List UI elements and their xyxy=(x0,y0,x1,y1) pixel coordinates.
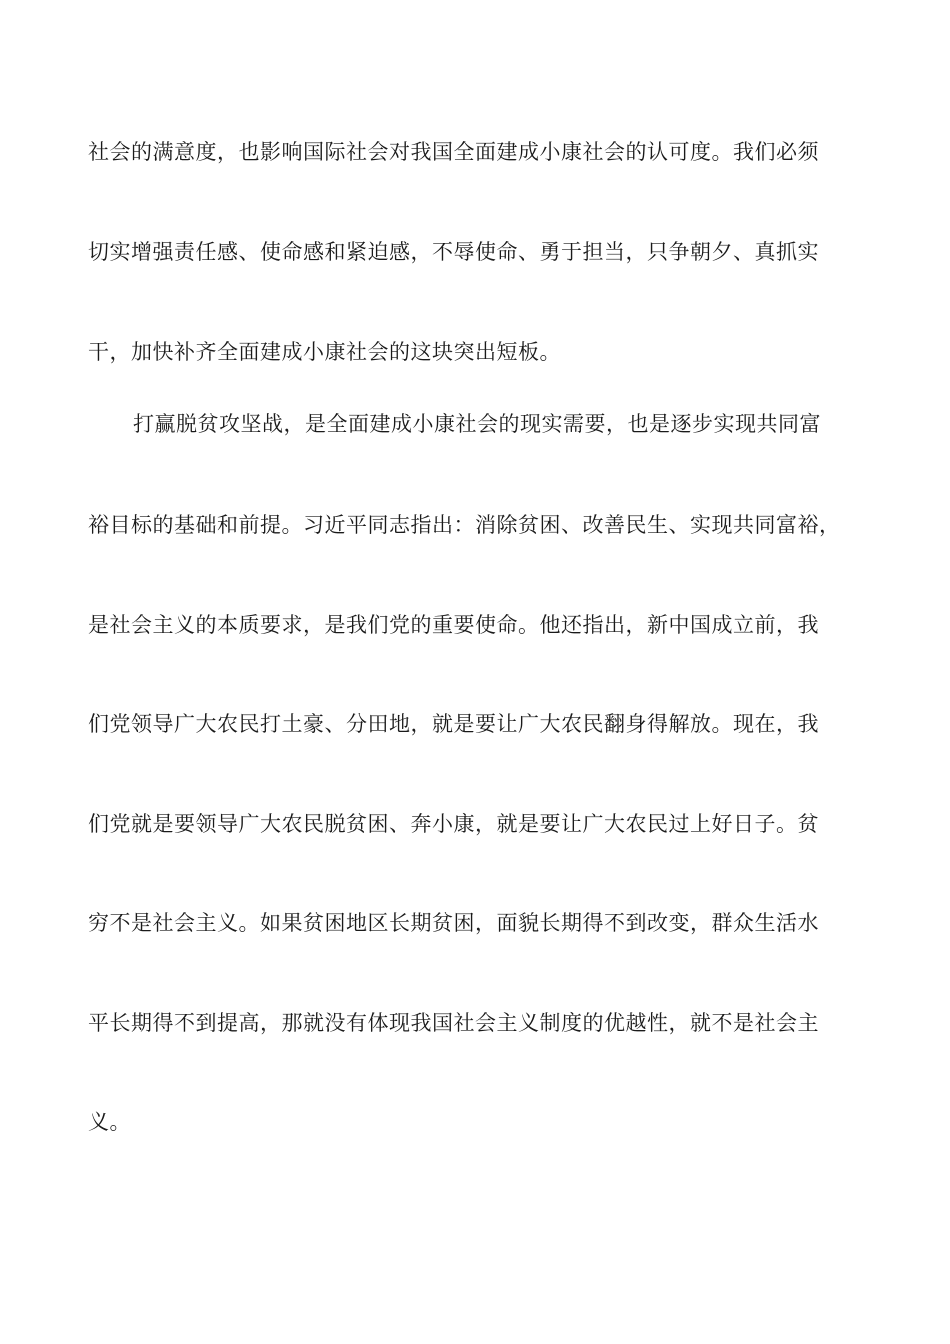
paragraph-line-indented: 打赢脱贫攻坚战，是全面建成小康社会的现实需要，也是逐步实现共同富 xyxy=(133,412,821,436)
paragraph-line: 干，加快补齐全面建成小康社会的这块突出短板。 xyxy=(88,340,561,364)
paragraph-line: 是社会主义的本质要求，是我们党的重要使命。他还指出，新中国成立前，我 xyxy=(88,613,819,637)
paragraph-line: 切实增强责任感、使命感和紧迫感，不辱使命、勇于担当，只争朝夕、真抓实 xyxy=(88,240,819,264)
paragraph-line: 平长期得不到提高，那就没有体现我国社会主义制度的优越性，就不是社会主 xyxy=(88,1011,819,1035)
paragraph-line: 穷不是社会主义。如果贫困地区长期贫困，面貌长期得不到改变，群众生活水 xyxy=(88,911,819,935)
paragraph-line: 裕目标的基础和前提。习近平同志指出：消除贫困、改善民生、实现共同富裕， xyxy=(88,513,841,537)
paragraph-line: 们党领导广大农民打土豪、分田地，就是要让广大农民翻身得解放。现在，我 xyxy=(88,712,819,736)
paragraph-line: 义。 xyxy=(88,1110,131,1134)
paragraph-line: 社会的满意度，也影响国际社会对我国全面建成小康社会的认可度。我们必须 xyxy=(88,140,819,164)
paragraph-line: 们党就是要领导广大农民脱贫困、奔小康，就是要让广大农民过上好日子。贫 xyxy=(88,812,819,836)
